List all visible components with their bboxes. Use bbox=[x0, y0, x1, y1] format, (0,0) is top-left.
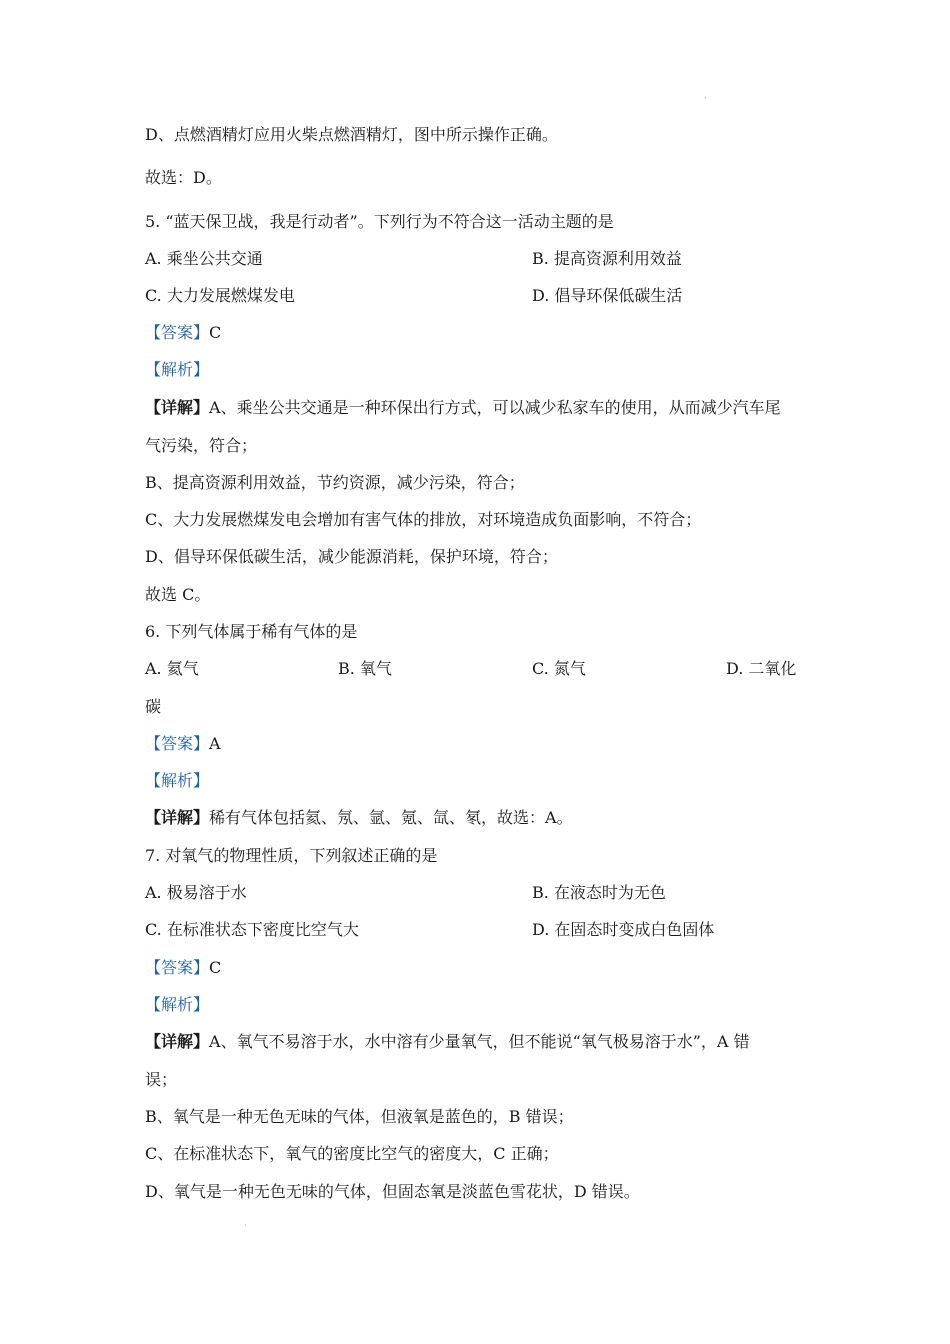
q5-detail-2: B、提高资源利用效益，节约资源，减少污染，符合； bbox=[145, 473, 525, 492]
q6-detail-tag: 【详解】 bbox=[145, 808, 210, 827]
q5-detail-line-1 bbox=[145, 398, 815, 418]
q6-stem: 6. 下列气体属于稀有气体的是 bbox=[145, 622, 358, 641]
q5-answer-tag: 【答案】 bbox=[145, 323, 210, 342]
q7-detail-2: B、氧气是一种无色无味的气体，但液氧是蓝色的，B 错误； bbox=[145, 1107, 574, 1126]
q5-analysis-line bbox=[145, 360, 815, 380]
q6-option-d-continued: 碳 bbox=[145, 697, 162, 716]
q5-option-a: A. 乘坐公共交通 bbox=[145, 249, 263, 268]
q6-answer-value: A bbox=[209, 734, 221, 753]
q7-detail-1a: A、氧气不易溶于水，水中溶有少量氧气，但不能说“氧气极易溶于水”，A 错 bbox=[209, 1032, 750, 1051]
q6-answer-tag: 【答案】 bbox=[145, 734, 210, 753]
q7-option-d: D. 在固态时变成白色固体 bbox=[532, 920, 715, 939]
q7-option-b: B. 在液态时为无色 bbox=[532, 883, 666, 902]
q7-detail-1b: 误； bbox=[145, 1070, 178, 1089]
q6-detail-text: 稀有气体包括氦、氖、氩、氪、氙、氡，故选：A。 bbox=[209, 808, 573, 827]
q7-stem: 7. 对氧气的物理性质，下列叙述正确的是 bbox=[145, 846, 438, 865]
q7-answer-value: C bbox=[209, 958, 222, 977]
q5-answer-value: C bbox=[209, 323, 222, 342]
q7-detail-tag: 【详解】 bbox=[145, 1032, 210, 1051]
q6-option-a: A. 氦气 bbox=[145, 659, 199, 678]
q7-option-c: C. 在标准状态下密度比空气大 bbox=[145, 920, 359, 939]
q7-detail-line-1 bbox=[145, 1032, 815, 1052]
q6-option-d: D. 二氧化 bbox=[726, 659, 797, 678]
q6-option-b: B. 氧气 bbox=[338, 659, 392, 678]
q5-stem: 5. “蓝天保卫战，我是行动者”。下列行为不符合这一活动主题的是 bbox=[145, 212, 614, 231]
q7-answer-line bbox=[145, 958, 815, 978]
q5-option-c: C. 大力发展燃煤发电 bbox=[145, 286, 295, 305]
q7-detail-3: C、在标准状态下，氧气的密度比空气的密度大，C 正确； bbox=[145, 1144, 559, 1163]
prev-select-line: 故选：D。 bbox=[145, 168, 222, 187]
q7-detail-4: D、氧气是一种无色无味的气体，但固态氧是淡蓝色雪花状，D 错误。 bbox=[145, 1182, 640, 1201]
q5-detail-tag: 【详解】 bbox=[145, 398, 210, 417]
bottom-dot-mark: · bbox=[244, 1221, 247, 1230]
q5-detail-3: C、大力发展燃煤发电会增加有害气体的排放，对环境造成负面影响，不符合； bbox=[145, 510, 702, 529]
q6-answer-line bbox=[145, 734, 815, 754]
q6-detail-line bbox=[145, 808, 815, 828]
prev-d-line: D、点燃酒精灯应用火柴点燃酒精灯，图中所示操作正确。 bbox=[145, 125, 558, 144]
q5-detail-1a: A、乘坐公共交通是一种环保出行方式，可以减少私家车的使用，从而减少汽车尾 bbox=[209, 398, 781, 417]
q7-analysis-tag: 【解析】 bbox=[145, 995, 210, 1014]
q7-analysis-line bbox=[145, 995, 815, 1015]
top-dot-mark: · bbox=[704, 94, 707, 103]
q5-option-d: D. 倡导环保低碳生活 bbox=[532, 286, 683, 305]
q7-answer-tag: 【答案】 bbox=[145, 958, 210, 977]
q6-option-c: C. 氮气 bbox=[532, 659, 586, 678]
q7-option-a: A. 极易溶于水 bbox=[145, 883, 247, 902]
q5-detail-1b: 气污染，符合； bbox=[145, 436, 258, 455]
q6-analysis-line bbox=[145, 771, 815, 791]
q5-option-b: B. 提高资源利用效益 bbox=[532, 249, 682, 268]
q5-select: 故选 C。 bbox=[145, 585, 211, 604]
q5-analysis-tag: 【解析】 bbox=[145, 360, 210, 379]
q6-analysis-tag: 【解析】 bbox=[145, 771, 210, 790]
q5-detail-4: D、倡导环保低碳生活，减少能源消耗，保护环境，符合； bbox=[145, 547, 558, 566]
q5-answer-line bbox=[145, 323, 815, 343]
